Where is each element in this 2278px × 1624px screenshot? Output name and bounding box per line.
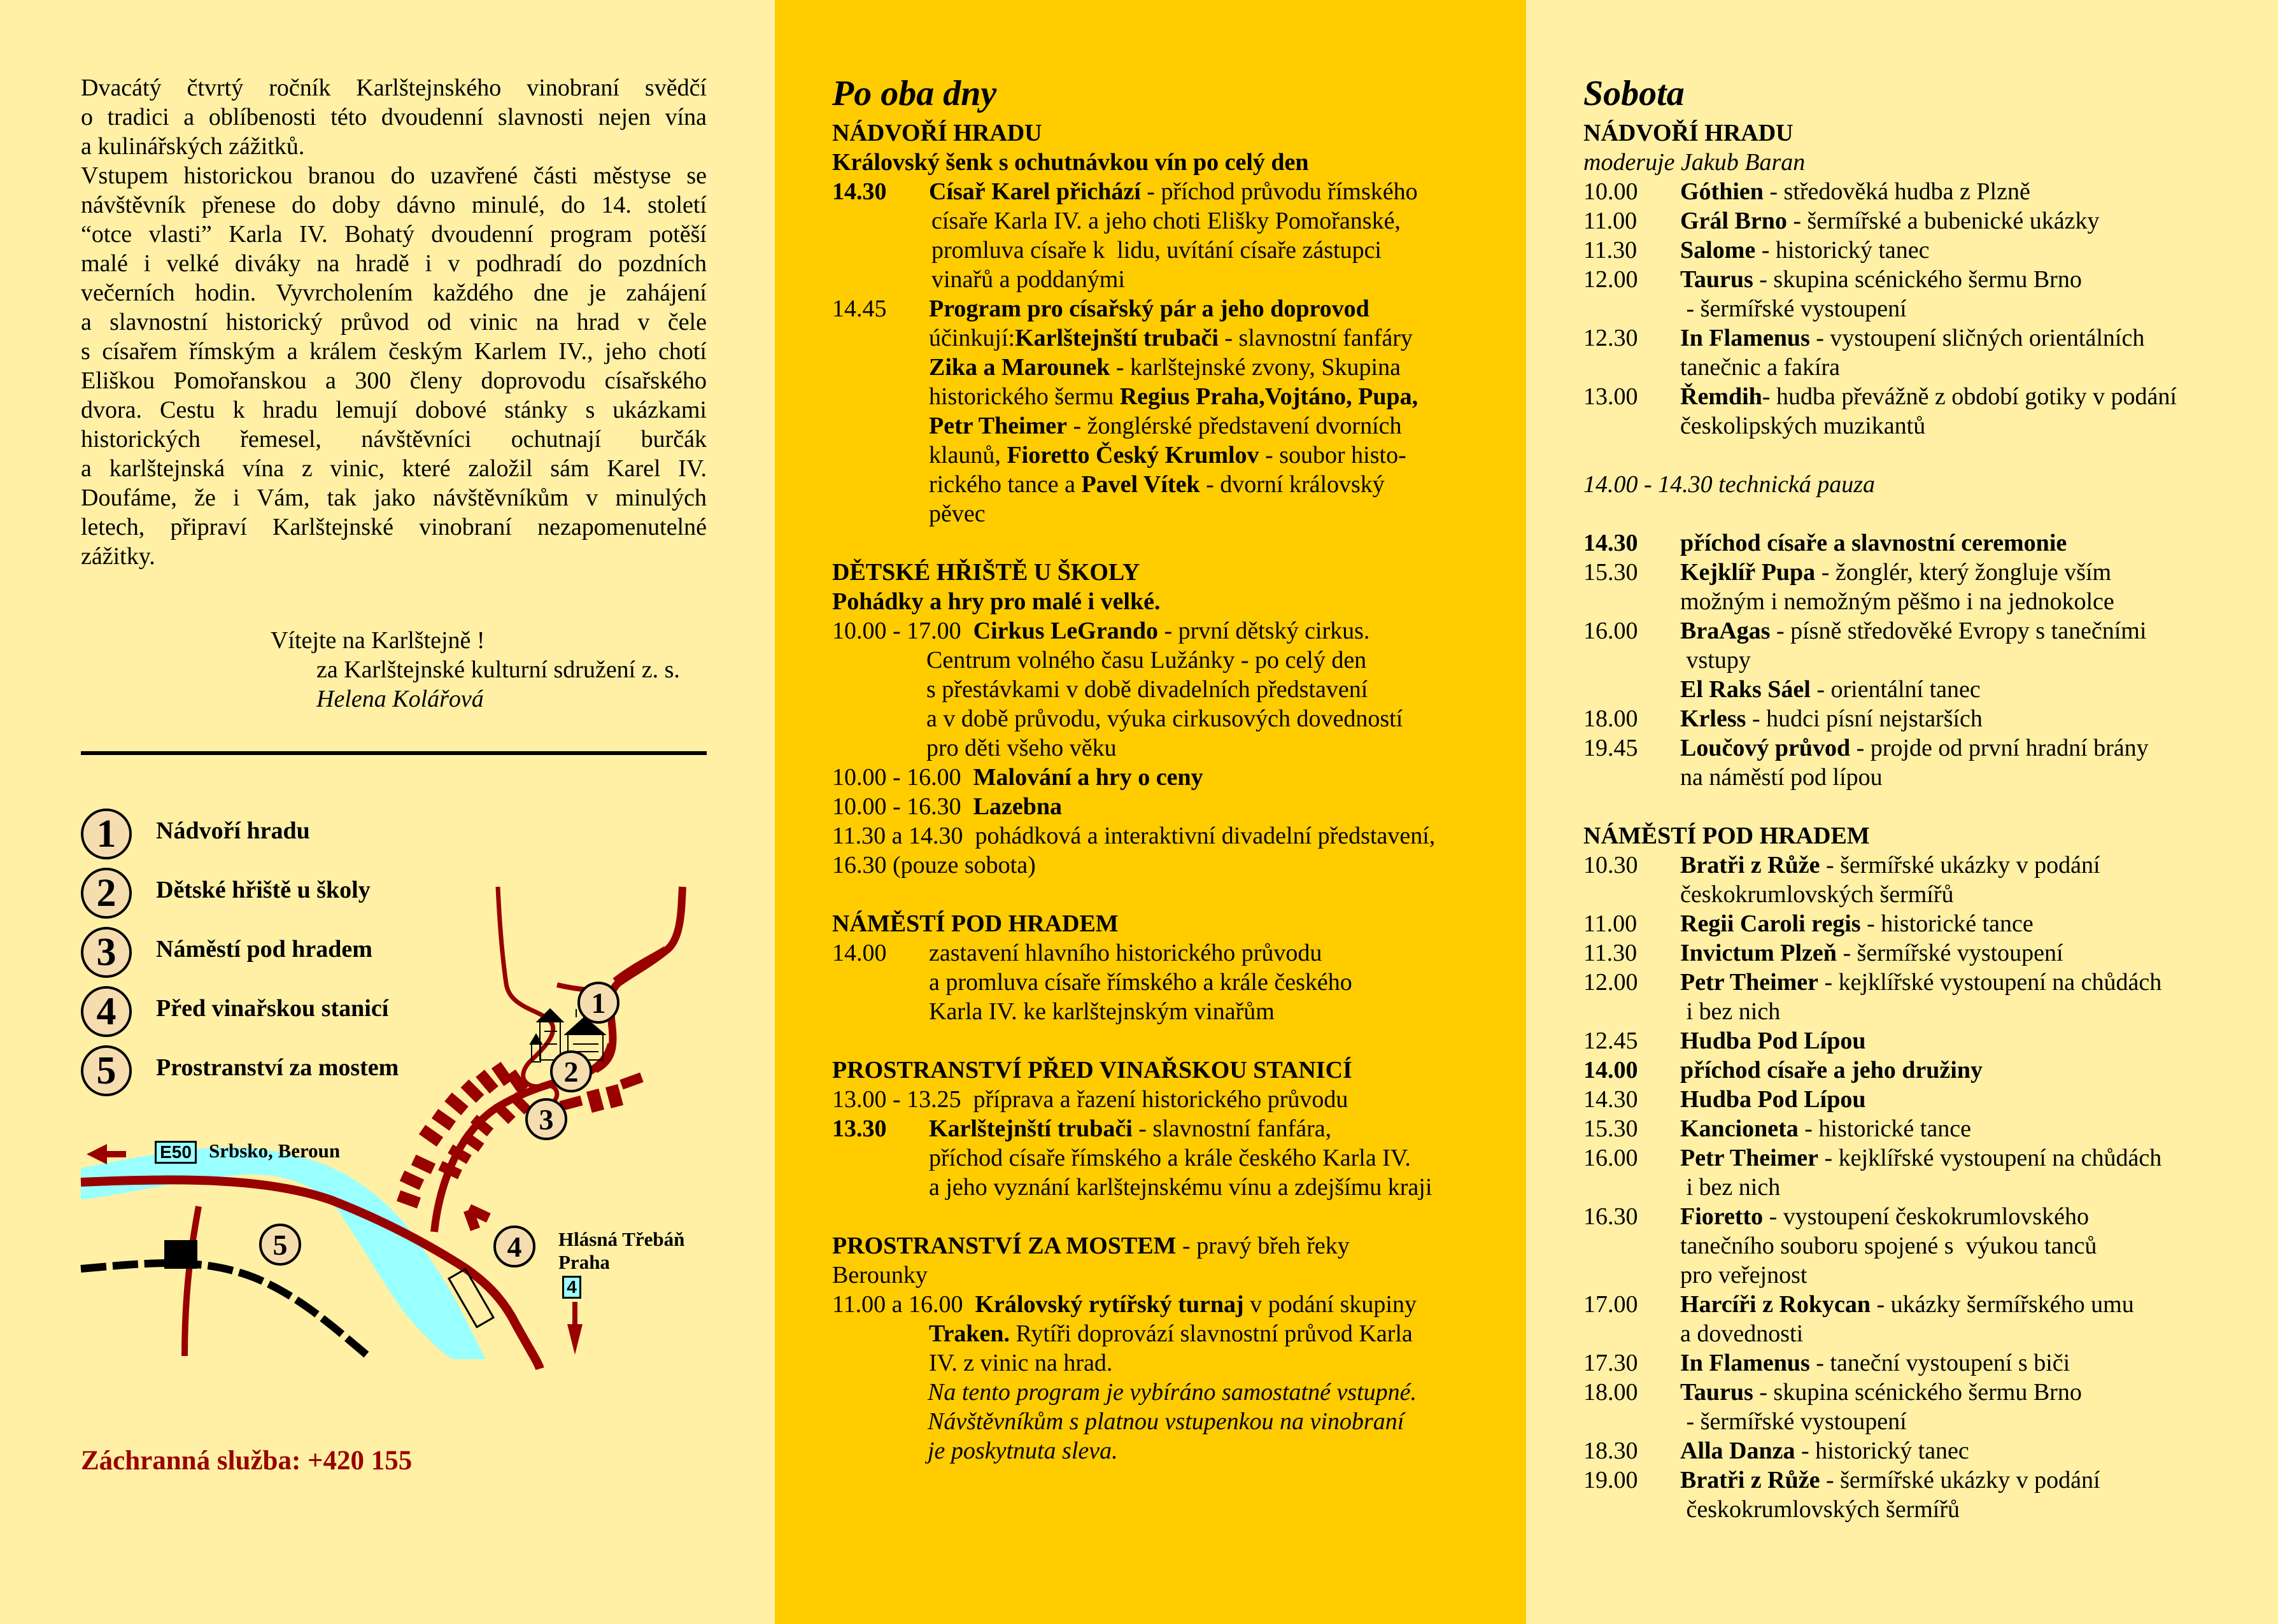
event-time: 14.30 [1583, 530, 1638, 556]
event-text [1680, 1143, 2161, 1173]
event-time: 18.00 [1583, 1379, 1638, 1406]
performer: Zika a Marounek [929, 354, 1110, 381]
event-cont: IV. z vinic na hrad. [929, 1350, 1113, 1376]
intro-line: letech, připraví Karlštejnské vinobraní nezapomenutelné [81, 514, 707, 540]
section-heading: DĚTSKÉ HŘIŠTĚ U ŠKOLY [832, 559, 1140, 586]
event-title: In Flamenus [1680, 1350, 1810, 1376]
event-text [1680, 1378, 2082, 1407]
marker-number: 5 [272, 1229, 288, 1261]
intro-line: návštěvník přenese do doby dávno minulé, do 14. století [81, 192, 707, 218]
note: Na tento program je vybíráno samostatné vstupné. [928, 1379, 1417, 1406]
legend-number: 3 [81, 927, 132, 978]
event-title: Krless [1680, 705, 1746, 732]
marker-number: 2 [563, 1056, 579, 1088]
event-text [1680, 968, 2161, 997]
railway [81, 1263, 368, 1356]
event-desc: - historické tance [1860, 910, 2034, 937]
event-title: příchod císaře a jeho družiny [1680, 1057, 1983, 1084]
event-desc: - hudba převážně z období gotiky v podání [1762, 383, 2177, 410]
event-title: Cirkus LeGrando [973, 618, 1158, 644]
event-cont: a dovednosti [1680, 1320, 1804, 1347]
event-cont: Centrum volného času Lužánky - po celý den [926, 647, 1367, 674]
intro-line: “otce vlasti” Karla IV. Bohatý dvoudenní program potěší [81, 221, 707, 248]
event-title: Taurus [1680, 1379, 1753, 1406]
event-cont: příchod císaře římského a krále českého Karla IV. [929, 1145, 1411, 1171]
event-cont: - šermířské vystoupení [1680, 295, 1907, 322]
event-time: 11.00 [1583, 208, 1638, 234]
event [832, 821, 1435, 851]
event-desc: zastavení hlavního historického průvodu [929, 940, 1322, 966]
event-title: Řemdih [1680, 383, 1762, 410]
event-title: Petr Theimer [1680, 1145, 1819, 1171]
text: - dvorní královský [1199, 471, 1385, 498]
event-cont: tanečnic a fakíra [1680, 354, 1841, 381]
event-text [1680, 938, 2063, 968]
intro-line: malé i velké diváky na hradě i v podhradí do pozdních [81, 250, 707, 277]
event-text [1680, 704, 1983, 733]
legend-number: 1 [81, 808, 132, 859]
event-cont [929, 441, 1406, 470]
event-cont [929, 323, 1413, 353]
event-text [1680, 733, 2149, 763]
event-time: 11.00 a 16.00 [832, 1291, 963, 1318]
signature-org: za Karlštejnské kulturní sdružení z. s. [316, 656, 680, 683]
event-title: BraAgas [1680, 618, 1771, 644]
intro-line: Dvacátý čtvrtý ročník Karlštejnského vinobraní svědčí [81, 74, 707, 101]
event-text [1680, 616, 2146, 646]
event-title: Císař Karel přichází [929, 178, 1141, 205]
event-cont: na náměstí pod lípou [1680, 764, 1883, 791]
note: Návštěvníkům s platnou vstupenkou na vinobraní [928, 1408, 1404, 1435]
road-sign-4: 4 [562, 1276, 581, 1299]
event [832, 1290, 1417, 1319]
section-heading: NÁDVOŘÍ HRADU [1583, 120, 1793, 146]
event-desc: - příchod průvodu římského [1140, 178, 1418, 205]
event-desc: - taneční vystoupení s biči [1809, 1350, 2070, 1376]
castle-road-loop [557, 949, 665, 990]
event-text [1680, 177, 2030, 206]
event-desc: pohádková a interaktivní divadelní představení, [975, 823, 1436, 849]
legend-number: 4 [81, 986, 132, 1037]
map-marker-1 [579, 983, 618, 1022]
event-cont: i bez nich [1680, 998, 1781, 1025]
bridge-road [185, 1206, 199, 1356]
event-cont: možným i nemožným pěšmo i na jednokolce [1680, 588, 2114, 615]
map-marker-4 [495, 1227, 534, 1266]
section-heading: NÁMĚSTÍ POD HRADEM [832, 910, 1119, 937]
map-label-east-1: Hlásná Třebáň [558, 1228, 685, 1250]
event-text [1680, 206, 2099, 236]
event-desc: - šermířské ukázky v podání [1820, 852, 2100, 879]
intro-line: Vstupem historickou branou do uzavřené části městyse se [81, 162, 707, 189]
event-cont: českolipských muzikantů [1680, 413, 1926, 439]
event-title: příchod císaře a slavnostní ceremonie [1680, 530, 2067, 556]
section-heading-line [832, 1231, 1350, 1260]
section-heading: NÁDVOŘÍ HRADU [832, 120, 1042, 146]
event [832, 792, 1062, 821]
event-desc: - písně středověké Evropy s tanečními [1770, 618, 2147, 644]
event-desc: - šermířské a bubenické ukázky [1786, 208, 2100, 234]
event-text [1680, 528, 2067, 558]
text: klaunů, [929, 442, 1007, 469]
event-text [1680, 909, 2034, 938]
event-desc: - žonglér, který žongluje vším [1815, 559, 2112, 586]
greeting: Vítejte na Karlštejně ! [271, 627, 485, 654]
event-cont: vstupy [1680, 647, 1751, 674]
event-time: 14.00 [832, 940, 887, 966]
legend-label: Náměstí pod hradem [156, 936, 372, 963]
event-cont: 16.30 (pouze sobota) [832, 852, 1036, 879]
event-time: 12.45 [1583, 1027, 1638, 1054]
event-time: 15.30 [1583, 559, 1638, 586]
event [832, 763, 1203, 792]
event-cont [929, 1319, 1413, 1348]
intro-line: a slavnostní historický průvod od vinic na hrad v čele [81, 309, 707, 335]
text: rického tance a [929, 471, 1082, 498]
intro-line: a kulinářských zážitků. [81, 133, 305, 160]
performer: Petr Theimer [929, 413, 1068, 439]
event-time: 18.00 [1583, 705, 1638, 732]
both-days-title: Po oba dny [832, 74, 997, 113]
event-text [929, 1114, 1331, 1143]
event-time: 12.00 [1583, 266, 1638, 293]
legend-label: Nádvoří hradu [156, 817, 310, 844]
event-desc: - vystoupení českokrumlovského [1763, 1203, 2089, 1230]
event-cont: - šermířské vystoupení [1680, 1408, 1907, 1435]
event-desc: - historický tanec [1755, 237, 1930, 264]
event-title: El Raks Sáel [1680, 676, 1811, 703]
map-label-west: Srbsko, Beroun [209, 1140, 341, 1162]
event-text [1680, 1465, 2100, 1495]
section-heading-cont: Berounky [832, 1262, 928, 1289]
road-sign-e50: E50 [155, 1141, 197, 1164]
intro-line: historických řemesel, návštěvníci ochutnají burčák [81, 426, 707, 453]
event-time: 17.00 [1583, 1291, 1638, 1318]
event-text [1680, 1056, 1983, 1085]
legend-label: Před vinařskou stanicí [156, 995, 389, 1022]
event-desc: - skupina scénického šermu Brno [1753, 266, 2082, 293]
event-title: Regii Caroli regis [1680, 910, 1861, 937]
event-desc: - historický tanec [1795, 1437, 1969, 1464]
event-cont: českokrumlovských šermířů [1680, 1496, 1960, 1523]
event-desc: - první dětský cirkus. [1157, 618, 1370, 644]
event-title: Alla Danza [1680, 1437, 1795, 1464]
event-title: Hudba Pod Lípou [1680, 1027, 1866, 1054]
event-text [1680, 1290, 2134, 1319]
event-cont: vinařů a poddanými [931, 266, 1125, 293]
event-text [1680, 1026, 1865, 1056]
event-cont: s přestávkami v době divadelních představení [926, 676, 1368, 703]
legend-number: 5 [81, 1045, 132, 1096]
intro-line: o tradici a oblíbenosti této dvoudenní slavnosti nejen vína [81, 104, 707, 131]
event-cont: a promluva císaře římského a krále českého [929, 969, 1352, 996]
building [164, 1240, 197, 1269]
event-time: 16.00 [1583, 1145, 1638, 1171]
event-time: 14.30 [1583, 1086, 1638, 1113]
text: historického šermu [929, 383, 1120, 410]
event-time: 18.30 [1583, 1437, 1638, 1464]
event-time: 13.00 [1583, 383, 1638, 410]
event-text [1680, 675, 1981, 704]
event-time: 16.00 [1583, 618, 1638, 644]
event-time: 13.00 - 13.25 [832, 1086, 961, 1113]
section-subheading: Královský šenk s ochutnávkou vín po celý den [832, 149, 1309, 176]
castle-road-west [498, 887, 557, 1101]
legend-label: Dětské hřiště u školy [156, 877, 371, 903]
event-cont: pěvec [929, 500, 986, 527]
event-title: Kejklíř Pupa [1680, 559, 1816, 586]
marker-number: 3 [539, 1103, 554, 1136]
event-title: Loučový průvod [1680, 735, 1851, 761]
event [832, 177, 887, 206]
event-text [1680, 1202, 2089, 1231]
event-text [929, 177, 1418, 206]
event-desc: - historické tance [1798, 1115, 1971, 1142]
intro-line: dvora. Cestu k hradu lemují dobové stánky s ukázkami [81, 397, 707, 423]
event-title: Královský rytířský turnaj [975, 1291, 1244, 1318]
intro-line: s císařem římským a králem českým Karlem IV., jeho chotí [81, 338, 707, 365]
event-time: 11.30 [1583, 237, 1638, 264]
text: - soubor histo- [1259, 442, 1406, 469]
section-heading: PROSTRANSTVÍ PŘED VINAŘSKOU STANICÍ [832, 1057, 1352, 1084]
note: je poskytnuta sleva. [928, 1437, 1118, 1464]
event-title: Invictum Plzeň [1680, 940, 1837, 966]
section-subheading: Pohádky a hry pro malé i velké. [832, 588, 1161, 615]
event-text [1680, 323, 2144, 353]
event-cont: i bez nich [1680, 1174, 1781, 1201]
event-title: Malování a hry o ceny [973, 764, 1203, 791]
event-cont: promluva císaře k lidu, uvítání císaře zástupci [931, 237, 1382, 264]
text: účinkují: [929, 325, 1015, 351]
event-desc: - skupina scénického šermu Brno [1753, 1379, 2082, 1406]
event-time: 11.30 [1583, 940, 1638, 966]
event-time: 12.00 [1583, 969, 1638, 996]
intro-line: Doufáme, že i Vám, tak jako návštěvníkům v minulých [81, 484, 707, 511]
event-desc: - slavnostní fanfára, [1132, 1115, 1332, 1142]
event-desc: v podání skupiny [1243, 1291, 1417, 1318]
map-marker-3 [527, 1099, 566, 1139]
event-time: 10.00 [1583, 178, 1638, 205]
event-text [1680, 1114, 1971, 1143]
event-title: Taurus [1680, 266, 1753, 293]
event-cont [929, 411, 1402, 441]
event-cont: Karla IV. ke karlštejnským vinařům [929, 998, 1275, 1025]
signature-name: Helena Kolářová [316, 686, 484, 712]
emergency-number: Záchranná služba: +420 155 [81, 1446, 413, 1476]
event-desc: - kejklířské vystoupení na chůdách [1818, 1145, 2162, 1171]
event-title: Program pro císařský pár a jeho doprovod [929, 295, 1369, 322]
section-heading: PROSTRANSTVÍ ZA MOSTEM [832, 1232, 1177, 1259]
event-time: 14.00 [1583, 1057, 1638, 1084]
event-time: 10.00 - 16.30 [832, 793, 961, 820]
saturday-title: Sobota [1583, 74, 1685, 113]
event-time: 10.00 - 16.00 [832, 764, 961, 791]
marker-number: 4 [507, 1231, 522, 1263]
event-desc: příprava a řazení historického průvodu [973, 1086, 1348, 1113]
event-time: 19.45 [1583, 735, 1638, 761]
event [832, 616, 1369, 646]
event-title: Harcíři z Rokycan [1680, 1291, 1871, 1318]
map-marker-2 [551, 1052, 591, 1091]
event-time: 17.30 [1583, 1350, 1638, 1376]
event-text [1680, 382, 2177, 411]
section-heading-suffix: - pravý břeh řeky [1176, 1232, 1350, 1259]
event-cont: pro veřejnost [1680, 1262, 1808, 1289]
map-markers [260, 983, 618, 1266]
event-cont: a v době průvodu, výuka cirkusových dovedností [926, 705, 1403, 732]
map-marker-5 [260, 1225, 300, 1264]
event-time: 11.00 [1583, 910, 1638, 937]
event-cont: pro děti všeho věku [926, 735, 1117, 761]
legend-label: Prostranství za mostem [156, 1054, 399, 1081]
pause-note: 14.00 - 14.30 technická pauza [1583, 471, 1876, 498]
text: - karlštejnské zvony, Skupina [1110, 354, 1401, 381]
event-title: Kancioneta [1680, 1115, 1799, 1142]
event-text [1680, 1085, 1865, 1114]
event-time: 10.00 - 17.00 [832, 618, 961, 644]
houses [397, 1062, 644, 1231]
event-title: Bratři z Růže [1680, 1467, 1820, 1493]
event-time: 16.30 [1583, 1203, 1638, 1230]
event-cont [929, 382, 1418, 411]
performer: Regius Praha,Vojtáno, Pupa, [1119, 383, 1418, 410]
event-title: Hudba Pod Lípou [1680, 1086, 1866, 1113]
event-title: Lazebna [973, 793, 1063, 820]
event-text [1680, 1436, 1969, 1465]
text: - žonglérské představení dvorních [1067, 413, 1402, 439]
event-time: 11.30 a 14.30 [832, 823, 963, 849]
performer: Karlštejnští trubači [1015, 325, 1219, 351]
arrow-down-icon [567, 1302, 583, 1355]
event-desc: - ukázky šermířského umu [1871, 1291, 2134, 1318]
event-text [1680, 1348, 2070, 1378]
event-time: 10.30 [1583, 852, 1638, 879]
event-title: Grál Brno [1680, 208, 1787, 234]
event-time: 13.30 [832, 1115, 887, 1142]
castle-road-east [595, 887, 683, 1070]
event-desc: - kejklířské vystoupení na chůdách [1818, 969, 2162, 996]
event-title: Fioretto [1680, 1203, 1764, 1230]
intro-line: Eliškou Pomořanskou a 300 členy doprovodu císařského [81, 367, 707, 394]
event-cont [929, 470, 1385, 499]
event-cont: českokrumlovských šermířů [1680, 881, 1954, 908]
event-title: Góthien [1680, 178, 1764, 205]
performer: Pavel Vítek [1081, 471, 1200, 498]
event-title: Karlštejnští trubači [929, 1115, 1133, 1142]
event-desc: - hudci písní nejstarších [1746, 705, 1983, 732]
event-text [1680, 558, 2111, 587]
event-desc: - šermířské ukázky v podání [1820, 1467, 2100, 1493]
event-time: 14.45 [832, 295, 887, 322]
intro-line: a karlštejnská vína z vinic, které založil sám Karel IV. [81, 455, 707, 482]
event-desc: - vystoupení sličných orientálních [1809, 325, 2145, 351]
event-time: 12.30 [1583, 325, 1638, 351]
event-desc: - orientální tanec [1810, 676, 1981, 703]
performer: Traken. [929, 1320, 1010, 1347]
event-cont: císaře Karla IV. a jeho choti Elišky Pomořanské, [931, 208, 1401, 234]
text: Rytíři doprovází slavnostní průvod Karla [1010, 1320, 1413, 1347]
event-desc: - projde od první hradní brány [1850, 735, 2149, 761]
event-title: Petr Theimer [1680, 969, 1819, 996]
event-text [1680, 851, 2100, 880]
event-text [1680, 265, 2082, 294]
intro-line: večerních hodin. Vyvrcholením každého dne je zahájení [81, 279, 707, 306]
performer: Fioretto Český Krumlov [1007, 442, 1259, 469]
legend-number: 2 [81, 868, 132, 919]
section-heading: NÁMĚSTÍ POD HRADEM [1583, 823, 1870, 849]
event-title: In Flamenus [1680, 325, 1810, 351]
event-title: Bratři z Růže [1680, 852, 1820, 879]
event [832, 1085, 1348, 1114]
marker-number: 1 [591, 987, 606, 1019]
event-cont [929, 353, 1401, 382]
event-desc: - šermířské vystoupení [1836, 940, 2063, 966]
map-label-east-2: Praha [558, 1251, 610, 1273]
moderator: moderuje Jakub Baran [1583, 149, 1806, 176]
event-time: 14.30 [832, 178, 887, 205]
event-text [1680, 236, 1930, 265]
event-time: 15.30 [1583, 1115, 1638, 1142]
event-cont: a jeho vyznání karlštejnskému vínu a zdejšímu kraji [929, 1174, 1433, 1201]
event-cont: tanečního souboru spojené s výukou tanců [1680, 1232, 2097, 1259]
event-desc: - středověká hudba z Plzně [1763, 178, 2030, 205]
event-time: 19.00 [1583, 1467, 1638, 1493]
text: - slavnostní fanfáry [1218, 325, 1413, 351]
event-title: Salome [1680, 237, 1756, 264]
intro-line: zážitky. [81, 543, 155, 570]
